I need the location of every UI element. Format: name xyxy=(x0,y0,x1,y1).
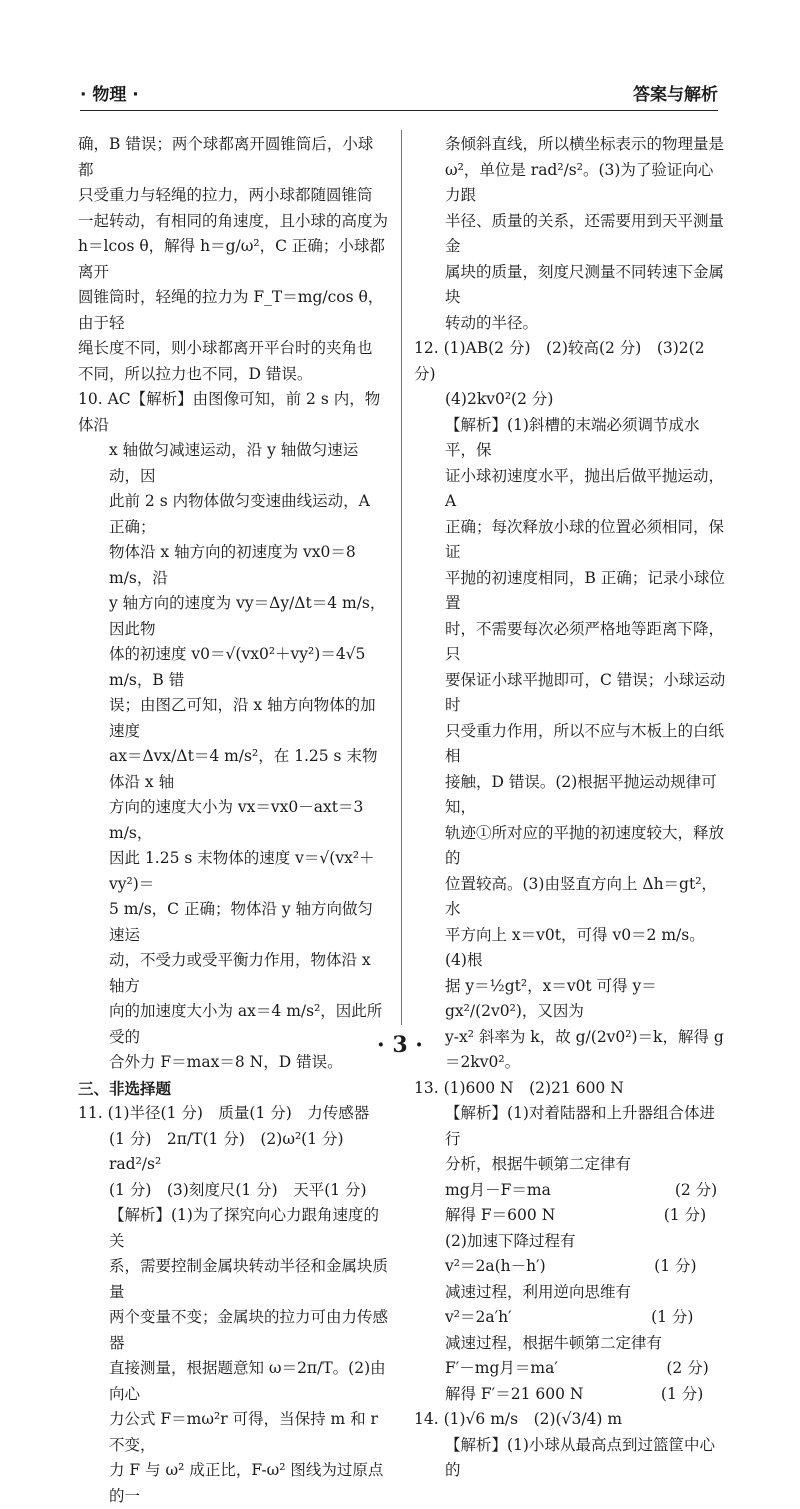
text-line: 确，B 错误；两个球都离开圆锥筒后，小球都 xyxy=(78,135,374,179)
text-line: 力公式 F＝mω²r 可得，当保持 m 和 r 不变， xyxy=(109,1410,383,1454)
text-line: 12. (1)AB(2 分) (2)较高(2 分) (3)2(2 分) xyxy=(414,339,710,383)
text-line: 绳长度不同，则小球都离开平台时的夹角也 xyxy=(78,339,373,357)
text-line: 分析，根据牛顿第二定律有 xyxy=(445,1155,632,1173)
text-line: 轨迹①所对应的平抛的初速度较大，释放的 xyxy=(445,823,725,867)
text-line: 一起转动，有相同的角速度，且小球的高度为 xyxy=(78,211,389,230)
text-line: 要保证小球平抛即可，C 错误；小球运动时 xyxy=(445,670,726,714)
text-line: 属块的质量，刻度尺测量不同转速下金属块 xyxy=(445,262,725,306)
text-line: 据 y＝½gt²，x＝v0t 可得 y＝gx²/(2v0²)，又因为 xyxy=(445,976,657,1020)
left-column xyxy=(78,132,388,1509)
text-line: 接触，D 错误。(2)根据平抛运动规律可知， xyxy=(445,772,717,816)
text-line: 11. (1)半径(1 分) 质量(1 分) 力传感器 xyxy=(78,1104,370,1122)
text-line: 体的初速度 v0＝√(vx0²＋vy²)＝4√5 m/s，B 错 xyxy=(109,645,371,689)
text-line: 证小球初速度水平，抛出后做平抛运动，A xyxy=(445,466,725,510)
text-line: F′－mg月＝ma′ (2 分) xyxy=(445,1359,709,1377)
text-line: 合外力 F＝max＝8 N，D 错误。 xyxy=(109,1053,343,1071)
text-line: 直接测量，根据题意知 ω＝2π/T。(2)由向心 xyxy=(109,1359,386,1403)
text-line: 因此 1.25 s 末物体的速度 v＝√(vx²＋vy²)＝ xyxy=(109,849,375,893)
page-number: · 3 · xyxy=(377,1032,423,1058)
right-column xyxy=(414,132,726,1484)
text-line: 解得 F＝600 N (1 分) xyxy=(445,1206,707,1224)
text-line: 5 m/s，C 正确；物体沿 y 轴方向做匀速运 xyxy=(109,900,374,944)
text-line: 【解析】(1)为了探究向心力跟角速度的关 xyxy=(109,1206,379,1250)
text-line: 转动的半径。 xyxy=(445,313,539,332)
text-line: mg月－F＝ma (2 分) xyxy=(445,1180,718,1199)
text-line: 解得 F′＝21 600 N (1 分) xyxy=(445,1384,704,1403)
text-line: 13. (1)600 N (2)21 600 N xyxy=(414,1078,624,1097)
text-line: 时，不需要每次必须严格地等距离下降，只 xyxy=(445,619,725,663)
text-line: 动，不受力或受平衡力作用，物体沿 x 轴方 xyxy=(109,951,376,995)
text-line: (4)2kv0²(2 分) xyxy=(445,390,554,408)
text-line: 圆锥筒时，轻绳的拉力为 F_T＝mg/cos θ，由于轻 xyxy=(78,288,384,332)
text-line: (1 分) (3)刻度尺(1 分) 天平(1 分) xyxy=(109,1180,367,1199)
text-line: 位置较高。(3)由竖直方向上 Δh＝gt²，水 xyxy=(445,874,717,918)
text-line: (1 分) 2π/T(1 分) (2)ω²(1 分) rad²/s² xyxy=(109,1129,360,1173)
text-line: 平抛的初速度相同，B 正确；记录小球位置 xyxy=(445,568,725,612)
text-line: 力 F 与 ω² 成正比，F-ω² 图线为过原点的一 xyxy=(109,1461,384,1505)
text-line: (2)加速下降过程有 xyxy=(445,1231,576,1250)
text-line: 物体沿 x 轴方向的初速度为 vx0＝8 m/s，沿 xyxy=(109,543,361,587)
text-line: v²＝2a(h－h′) (1 分) xyxy=(445,1257,697,1275)
text-line: ax＝Δvx/Δt＝4 m/s²，在 1.25 s 末物体沿 x 轴 xyxy=(109,747,378,791)
header-subject: · 物理 · xyxy=(80,85,139,105)
text-line: x 轴做匀减速运动，沿 y 轴做匀速运动，因 xyxy=(109,441,359,485)
text-line: 三、非选择题 xyxy=(78,1078,172,1098)
text-line: h＝lcos θ，解得 h＝g/ω²，C 正确；小球都离开 xyxy=(78,237,385,281)
header-rule xyxy=(80,110,718,111)
text-line: 正确；每次释放小球的位置必须相同，保证 xyxy=(445,517,725,561)
text-line: 方向的速度大小为 vx＝vx0－axt＝3 m/s， xyxy=(109,798,369,842)
text-line: 【解析】(1)对着陆器和上升器组合体进行 xyxy=(445,1104,715,1148)
text-line: 误；由图乙可知，沿 x 轴方向物体的加速度 xyxy=(109,696,376,740)
text-line: 向的加速度大小为 ax＝4 m/s²，因此所受的 xyxy=(109,1002,383,1046)
text-line: 只受重力与轻绳的拉力，两小球都随圆锥筒 xyxy=(78,186,373,204)
text-line: 只受重力作用，所以不应与木板上的白纸相 xyxy=(445,721,725,765)
text-line: 不同，所以拉力也不同，D 错误。 xyxy=(78,364,313,383)
text-line: 14. (1)√6 m/s (2)(√3/4) m xyxy=(414,1410,623,1428)
header-section-title: 答案与解析 xyxy=(633,85,718,105)
text-line: y-x² 斜率为 k，故 g/(2v0²)＝k，解得 g＝2kv0²。 xyxy=(445,1027,724,1071)
text-line: 此前 2 s 内物体做匀变速曲线运动，A 正确； xyxy=(109,492,375,536)
text-line: 两个变量不变；金属块的拉力可由力传感器 xyxy=(109,1308,389,1352)
text-line: 【解析】(1)斜槽的末端必须调节成水平，保 xyxy=(445,415,700,459)
text-line: ω²，单位是 rad²/s²。(3)为了验证向心力跟 xyxy=(445,160,714,204)
text-line: 条倾斜直线，所以横坐标表示的物理量是 xyxy=(445,135,725,153)
text-line: 【解析】(1)小球从最高点到过篮筐中心的 xyxy=(445,1435,715,1479)
text-line: 半径、质量的关系，还需要用到天平测量金 xyxy=(445,211,725,255)
text-line: 系，需要控制金属块转动半径和金属块质量 xyxy=(109,1257,389,1301)
text-line: v²＝2a′h′ (1 分) xyxy=(445,1308,694,1326)
text-line: 平方向上 x＝v0t，可得 v0＝2 m/s。(4)根 xyxy=(445,925,705,969)
text-line: 10. AC【解析】由图像可知，前 2 s 内，物体沿 xyxy=(78,390,381,434)
text-line: 减速过程，利用逆向思维有 xyxy=(445,1282,632,1301)
text-line: y 轴方向的速度为 vy＝Δy/Δt＝4 m/s，因此物 xyxy=(109,594,386,638)
column-divider xyxy=(401,130,402,1025)
text-line: 减速过程，根据牛顿第二定律有 xyxy=(445,1333,663,1352)
